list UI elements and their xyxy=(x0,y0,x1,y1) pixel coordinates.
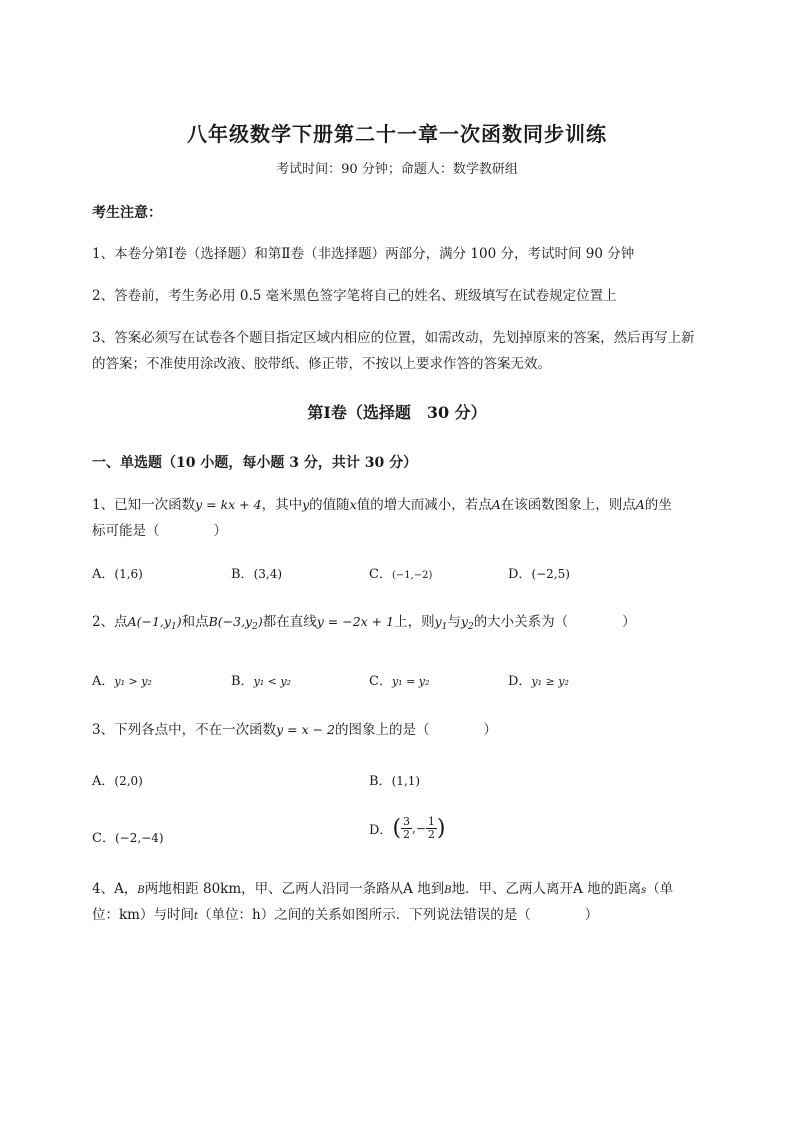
q1-option-b[interactable]: B．(3,4) xyxy=(231,567,283,582)
question-1-line-1: 1、已知一次函数y = kx + 4，其中y的值随x值的增大而减小，若点A在该函数图象上，则点A的坐 xyxy=(92,497,672,513)
question-4-line-2: 位：km）与时间t（单位：h）之间的关系如图所示．下列说法错误的是（ ） xyxy=(92,907,599,923)
notice-item-1: 1、本卷分第Ⅰ卷（选择题）和第Ⅱ卷（非选择题）两部分，满分 100 分，考试时间 90 分钟 xyxy=(92,246,635,262)
question-2: 2、点$A(-1,y_1)$和点$B(-3,y_2)$都在直线y = −2x + 1上，则$y_1$与$y_2$的大小关系为（ ） xyxy=(92,614,636,632)
part-title: 一、单选题（10 小题，每小题 3 分，共计 30 分） xyxy=(92,455,418,471)
q1-option-d[interactable]: D．(−2,5) xyxy=(508,567,570,582)
q1-option-c[interactable]: C．(−1,−2) xyxy=(369,567,433,582)
notice-heading: 考生注意： xyxy=(92,205,162,221)
fraction: $\frac{3}{2}$ xyxy=(403,815,411,841)
section-title: 第Ⅰ卷（选择题 30 分） xyxy=(307,403,487,422)
notice-item-3-line-1: 3、答案必须写在试卷各个题目指定区域内相应的位置，如需改动，先划掉原来的答案，然后再写上新 xyxy=(92,330,695,346)
q2-option-a[interactable]: A．y₁ > y₂ xyxy=(92,674,152,689)
notice-item-2: 2、答卷前，考生务必用 0.5 毫米黑色签字笔将自己的姓名、班级填写在试卷规定位置上 xyxy=(92,288,617,304)
page-title: 八年级数学下册第二十一章一次函数同步训练 xyxy=(187,122,607,146)
line-expression: y = −2x + 1 xyxy=(316,614,395,629)
question-4-line-1: 4、A，B两地相距 80km，甲、乙两人沿同一条路从A 地到B地．甲、乙两人离开A 地的距离s（单 xyxy=(92,881,674,897)
q3-option-c[interactable]: C．(−2,−4) xyxy=(92,831,164,846)
function-expression: y = kx + 4 xyxy=(195,497,262,512)
question-3: 3、下列各点中，不在一次函数y = x − 2的图象上的是（ ） xyxy=(92,722,497,738)
q3-option-a[interactable]: A．(2,0) xyxy=(92,774,143,789)
q1-option-a[interactable]: A．(1,6) xyxy=(92,567,143,582)
fraction: $\frac{1}{2}$ xyxy=(427,815,435,841)
function-expression: y = x − 2 xyxy=(276,722,335,737)
q2-option-d[interactable]: D．y₁ ≥ y₂ xyxy=(508,674,569,689)
notice-item-3-line-2: 的答案；不准使用涂改液、胶带纸、修正带，不按以上要求作答的答案无效。 xyxy=(92,356,551,372)
question-1-line-2: 标可能是（ ） xyxy=(92,523,227,539)
point-a: $A(-1,y_1)$ xyxy=(127,614,182,632)
q3-option-d[interactable]: D．( $\frac{3}{2}$ ,− $\frac{1}{2}$ ) xyxy=(369,815,446,841)
exam-subtitle: 考试时间：90 分钟；命题人：数学教研组 xyxy=(276,162,518,177)
q2-option-c[interactable]: C．y₁ = y₂ xyxy=(369,674,430,689)
q3-option-b[interactable]: B．(1,1) xyxy=(369,774,421,789)
point-b: $B(-3,y_2)$ xyxy=(208,614,263,632)
q2-option-b[interactable]: B．y₁ < y₂ xyxy=(231,674,292,689)
